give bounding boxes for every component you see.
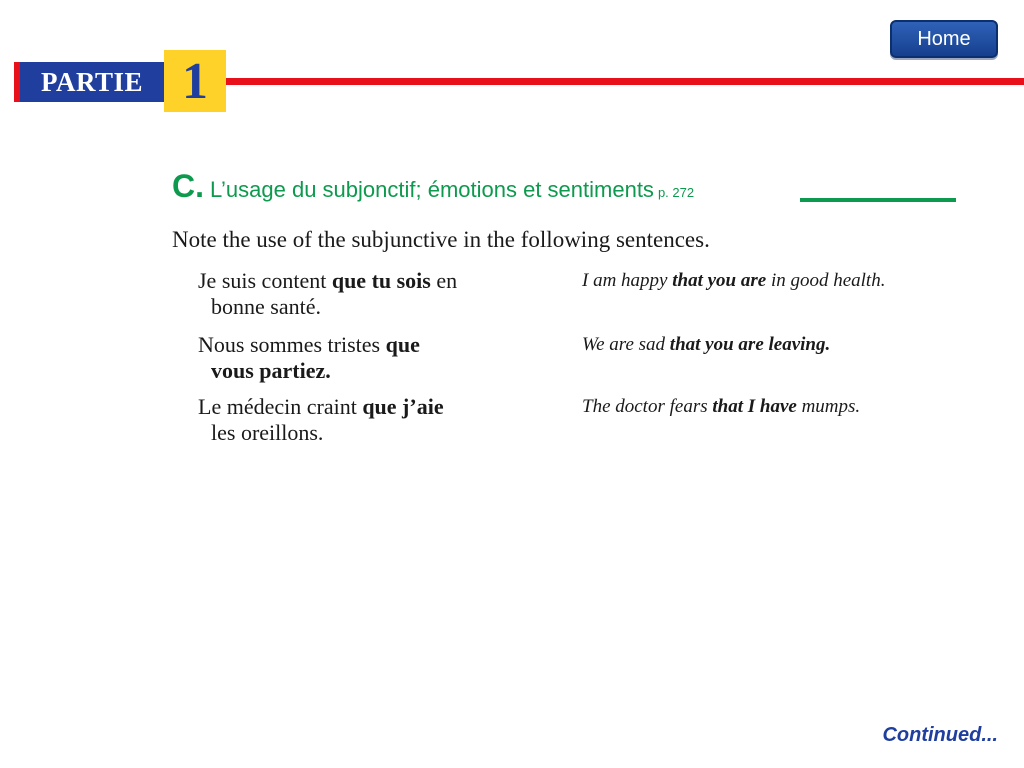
fr-line2	[198, 420, 538, 446]
example-english-3	[582, 396, 860, 418]
example-french-2	[198, 332, 538, 384]
en-text: We are sad	[582, 334, 670, 355]
example-french-1	[198, 268, 538, 320]
en-bold-text: that you are	[672, 270, 767, 291]
section-title	[172, 168, 694, 205]
section-title-text: L’usage du subjonctif; émotions et sentiments	[210, 177, 654, 202]
en-text: mumps.	[796, 396, 861, 417]
en-text: The doctor fears	[582, 396, 713, 417]
en-bold-text: that I have	[712, 396, 797, 417]
partie-label: PARTIE	[14, 62, 164, 102]
en-text: I am happy	[582, 270, 673, 291]
continued-link[interactable]: Continued...	[882, 724, 998, 746]
example-english-2	[582, 334, 830, 356]
en-text: in good health.	[766, 270, 886, 291]
fr-text: Le médecin craint	[198, 394, 363, 419]
fr-bold-text: que tu sois	[331, 268, 431, 293]
fr-bold-text: que j’aie	[362, 394, 444, 419]
page-reference: p. 272	[657, 185, 695, 200]
fr-bold-text: que	[385, 332, 420, 357]
fr-text: Je suis content	[198, 268, 332, 293]
fr-line2	[198, 358, 538, 384]
fr-text: bonne santé.	[211, 294, 321, 319]
fr-bold-text: vous partiez.	[211, 358, 331, 383]
section-underline	[800, 198, 956, 202]
example-french-3	[198, 394, 538, 446]
en-bold-text: that you are leaving.	[669, 334, 831, 355]
home-button[interactable]: Home	[890, 20, 998, 58]
example-english-1	[582, 270, 885, 292]
fr-text: les oreillons.	[211, 420, 324, 445]
fr-text: en	[430, 268, 458, 293]
fr-text: Nous sommes tristes	[198, 332, 386, 357]
partie-number: 1	[164, 50, 226, 112]
intro-text: Note the use of the subjunctive in the following sentences.	[172, 227, 710, 252]
fr-line2	[198, 294, 538, 320]
section-letter: C.	[172, 168, 204, 204]
